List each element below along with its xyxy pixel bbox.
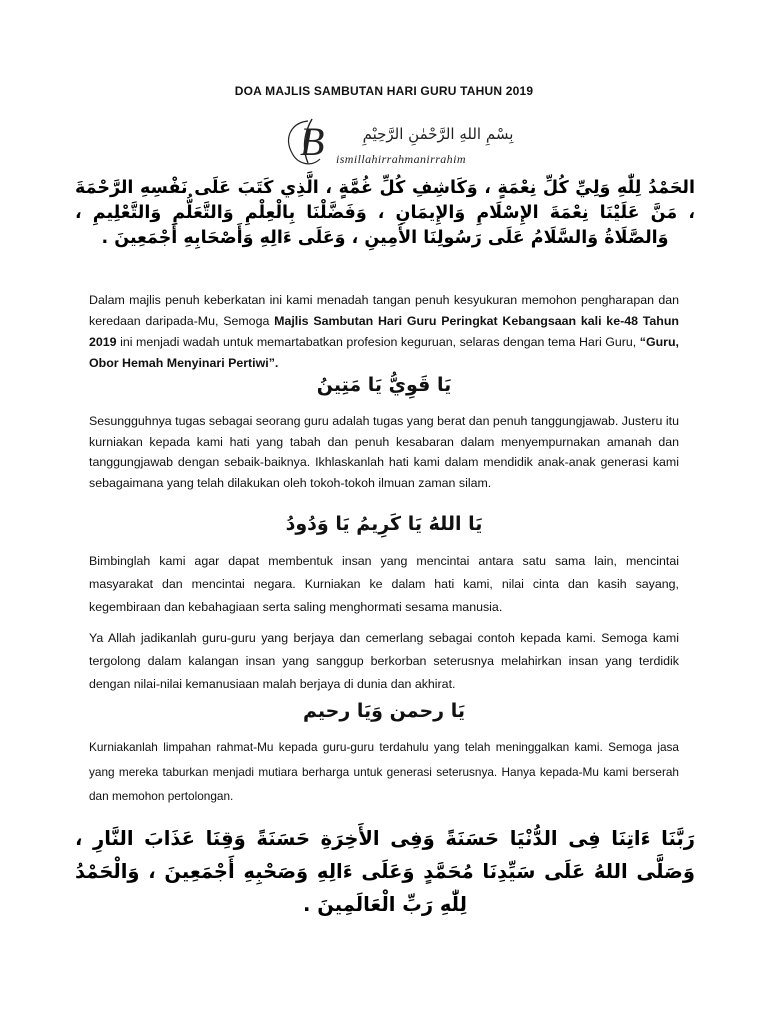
opening-arabic-prayer: الحَمْدُ لِلّٰهِ وَلِيِّ كُلِّ نِعْمَةٍ ، وَكَاشِفِ كُلِّ غُمَّةٍ ، الَّذِي كَتَبَ عَلَى نَفْسِهِ الرَّحْمَةَ ، مَنَّ عَلَيْنَا نِعْمَةَ الإِسْلَامِ وَالإِيمَانِ ، وَفَضَّلْنَا بِالْعِلْمِ وَالتَّعَلُّمِ وَالتَّعْلِيمِ ، وَالصَّلَاةُ وَالسَّلَامُ عَلَى رَسُولِنَا الأَمِينِ ، وَعَلَى ءَالِهِ وَأَصْحَابِهِ أَجْمَعِينَ .: [75, 178, 695, 248]
document-title: DOA MAJLIS SAMBUTAN HARI GURU TAHUN 2019: [234, 84, 534, 98]
intro-text-1: Dalam majlis penuh keberkatan ini kami menadah tangan penuh kesyukuran memohon pengharapan dan keredaan daripada-Mu, Semoga: [89, 293, 679, 328]
intro-text-2: ini menjadi wadah untuk memartabatkan profesion keguruan, selaras dengan tema Hari Guru,: [116, 335, 640, 349]
paragraph-success: Ya Allah jadikanlah guru-guru yang berjaya dan cemerlang sebagai contoh kepada kami. Semoga kami tergolong dalam kalangan insan yang sanggup berkorban seterusnya melahirkan insan yang terdidik dengan nilai-nilai kemanusiaan malah berjaya di dunia dan akhirat.: [89, 631, 679, 691]
paragraph-intro: [89, 290, 679, 374]
arabic-heading-3: يَا رحمن وَيَا رحيم: [303, 700, 465, 722]
closing-arabic-prayer: رَبَّنَا ءَاتِنَا فِى الدُّنْيَا حَسَنَةً وَفِى الأَخِرَةِ حَسَنَةً وَقِنَا عَذَابَ النَّارِ ، وَصَلَّى اللهُ عَلَى سَيِّدِنَا مُحَمَّدٍ وَعَلَى ءَالِهِ وَصَحْبِهِ أَجْمَعِينَ ، وَالْحَمْدُ لِلّٰهِ رَبِّ الْعَالَمِينَ .: [75, 827, 695, 916]
basmalah-latin: ismillahirrahmanirrahim: [336, 152, 466, 166]
basmalah-arabic-script: بِسْمِ اللهِ الرَّحْمٰنِ الرَّحِيْمِ: [362, 125, 514, 143]
intro-bold-event: Majlis Sambutan Hari Guru Peringkat Kebangsaan kali ke-48 Tahun 2019: [89, 314, 679, 349]
paragraph-duty: Sesungguhnya tugas sebagai seorang guru adalah tugas yang berat dan penuh tanggungjawab. Justeru itu kurniakan kepada kami hati yang tabah dan penuh kesabaran dalam menyempurnakan amanah dan tanggungjawab dengan sebaik-baiknya. Ikhlaskanlah hati kami dalam mendidik anak-anak generasi kami sebagaimana yang telah dilakukan oleh tokoh-tokoh ilmuan zaman silam.: [89, 414, 679, 490]
arabic-heading-1: يَا قَوِيُّ يَا مَتِينُ: [316, 374, 452, 396]
basmalah-calligraphy: [278, 113, 528, 171]
paragraph-mercy: Kurniakanlah limpahan rahmat-Mu kepada guru-guru terdahulu yang telah meninggalkan kami. Semoga jasa yang mereka taburkan menjadi mutiara berharga untuk generasi seterusnya. Hanya kepada-Mu kami berserah dan memohon pertolongan.: [89, 740, 679, 803]
intro-bold-theme: “Guru, Obor Hemah Menyinari Pertiwi”.: [89, 335, 679, 370]
paragraph-guidance: Bimbinglah kami agar dapat membentuk insan yang mencintai antara satu sama lain, mencintai masyarakat dan mencintai negara. Kurniakan ke dalam hati kami, nilai cinta dan kasih sayang, kegembiraan dan kebahagiaan serta saling menghormati sesama manusia.: [89, 554, 679, 614]
basmalah-initial: B: [300, 119, 325, 164]
arabic-heading-2: يَا اللهُ يَا كَرِيمُ يَا وَدُودُ: [285, 513, 483, 535]
